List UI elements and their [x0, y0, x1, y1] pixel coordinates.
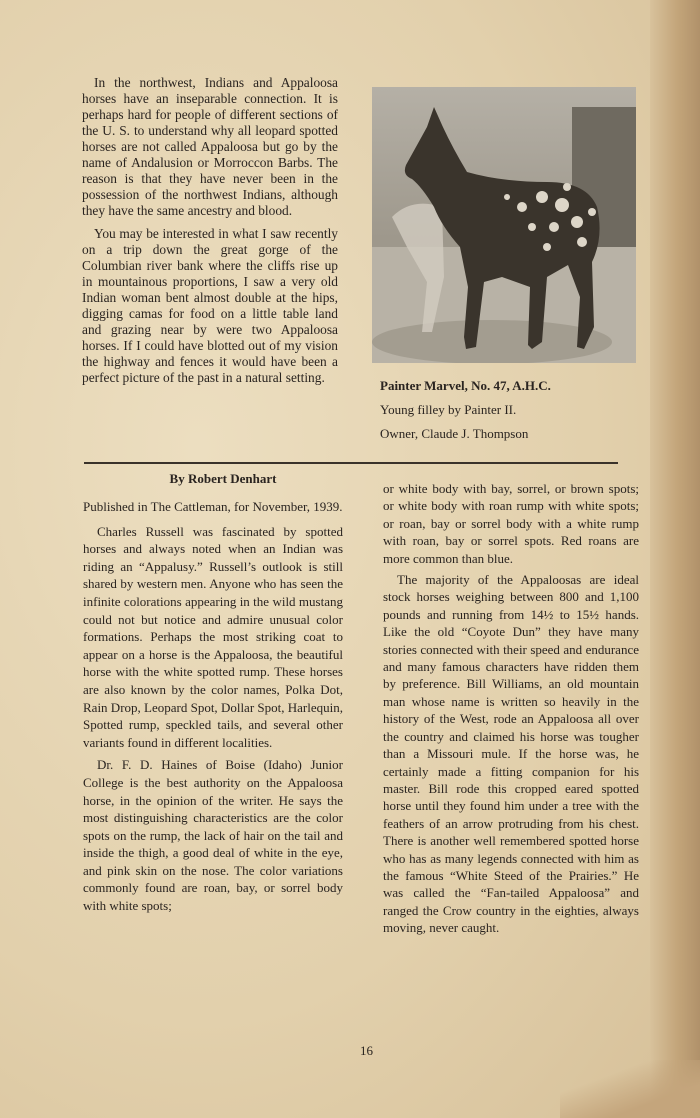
appaloosa-filly-image — [372, 87, 636, 363]
intro-paragraph: In the northwest, Indians and Appaloosa horses have an inseparable connection. It is perhaps hard for people of different sections of the U. S. to understand why all leopard spotted horses are not called Appaloosa but go by the name of Andalusion or Morroccon Barbs. The reason is that they have never been in the possession of the northwest Indians, although they have the same ancestry and blood. — [82, 75, 338, 218]
page-edge — [650, 0, 700, 1118]
article-left-column — [83, 470, 343, 920]
article-paragraph: Dr. F. D. Haines of Boise (Idaho) Junior College is the best authority on the Appaloosa horse, in the opinion of the writer. He says the most distinguishing characteristics are the color spots on the rump, the lack of hair on the tail and inside the thigh, a good deal of white in the eye, and pink skin on the nose. The color variations commonly found are roan, bay, or sorrel body with white spots; — [83, 757, 343, 914]
article-paragraph: or white body with bay, sorrel, or brown spots; or white body with roan rump with white spots; or roan, bay or sorrel body with a white rump with roan, bay or sorrel spots. Red roans are more common than blue. — [383, 481, 639, 566]
page-corner-fold — [560, 1060, 700, 1118]
article-right-column — [383, 480, 639, 941]
horse-photo — [372, 87, 636, 363]
intro-paragraph: You may be interested in what I saw recently on a trip down the great gorge of the Columbian river bank where the cliffs rise up in mountainous proportions, I saw a very old Indian woman bent almost double at the hips, digging camas for food on a little table land and grazing near by were two Appaloosa horses. If I could have blotted out of my vision the highway and fences it would have been a perfect picture of the past in a natural setting. — [82, 226, 338, 385]
caption-description: Young filley by Painter II. — [380, 402, 517, 417]
publication-note: Published in The Cattleman, for November, 1939. — [83, 498, 343, 514]
page-number: 16 — [360, 1043, 373, 1058]
caption-owner: Owner, Claude J. Thompson — [380, 426, 529, 441]
photo-caption — [380, 374, 642, 446]
article-paragraph: Charles Russell was fascinated by spotted horses and always noted when an Indian was riding an “Appalusy.” Russell’s outlook is still shared by western men. Anyone who has seen the infinite colorations appearing in the wild mustang could not but notice and admire unusual color formations. Perhaps the most striking coat to appear on a horse is the Appaloosa, the beautiful horse with the white spotted rump. These horses are also known by the color names, Polka Dot, Rain Drop, Leopard Spot, Dollar Spot, Harlequin, Spotted rump, speckled tails, and several other variants found in different localities. — [83, 523, 343, 750]
article-paragraph: The majority of the Appaloosas are ideal stock horses weighing between 800 and 1,100 pounds and running from 14½ to 15½ hands. Like the old “Coyote Dun” they have many stories connected with their speed and endurance and many famous characters have ridden them by preference. Bill Williams, an old mountain man whose name is written so heavily in the history of the West, rode an Appaloosa all over the country and claimed his horse was tougher than a Missouri mule. If the horse was, he certainly made a fitting companion for his master. Bill rode this cropped eared spotted horse until they found him under a tree with the feathers of an arrow protruding from his chest. There is another well remembered spotted horse who has as many legends connected with him as the famous “White Steed of the Prairies.” He was called the “Fan-tailed Appaloosa” and ranged the Crow country in the eighties, always moving, never caught. — [383, 572, 639, 936]
intro-column — [82, 75, 338, 386]
section-divider — [84, 462, 618, 464]
caption-title: Painter Marvel, No. 47, A.H.C. — [380, 378, 551, 393]
article-byline: By Robert Denhart — [169, 471, 277, 486]
